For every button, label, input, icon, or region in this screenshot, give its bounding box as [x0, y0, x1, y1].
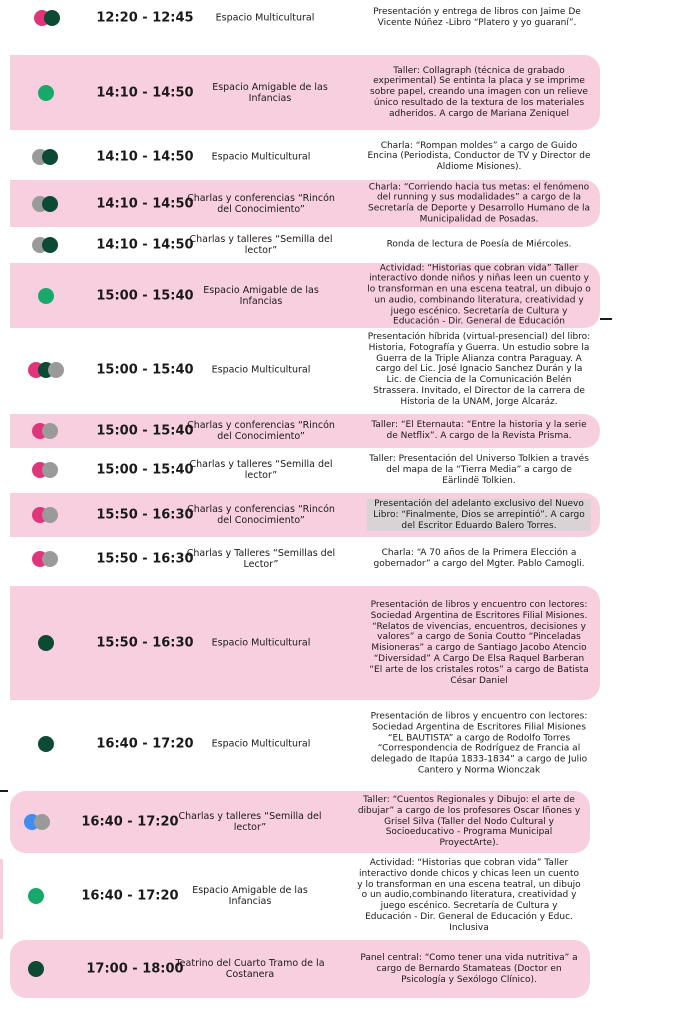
category-dot-icon: [38, 635, 54, 651]
venue-name: Espacio Amigable de las Infancias: [212, 81, 328, 104]
category-dot-icon: [38, 736, 54, 752]
time-slot: 15:50 - 16:30: [96, 635, 194, 651]
venue-name: Espacio Multicultural: [211, 151, 311, 162]
time-slot: 15:50 - 16:30: [96, 551, 194, 567]
schedule-row: [10, 180, 600, 227]
schedule-row: [10, 540, 600, 578]
category-dot-icon: [42, 196, 58, 212]
activity-description: Taller: Collagraph (técnica de grabado experimental) Se entinta la placa y se imprime sobre papel, creando una imagen con un relieve único resultado de la textura de los materiales adheridos. A cargo de Mariana Zeniquel: [370, 65, 588, 119]
time-slot: 15:50 - 16:30: [96, 507, 194, 523]
schedule-row: [10, 414, 600, 448]
venue-name: Espacio Multicultural: [211, 364, 311, 376]
schedule-row: [10, 452, 600, 488]
time-slot: 17:00 - 18:00: [86, 961, 184, 977]
category-dot-icon: [42, 551, 58, 567]
schedule-row: [10, 493, 600, 537]
activity-description: Actividad: “Historias que cobran vida” Taller interactivo donde niños y niñas leen un cuento y lo transforman en una escena teatral, un dibujo o un audio, combinando literatura, creatividad y juego escénico. Secretaría de Cultura y Educación - Dir. General de Educación: [367, 263, 591, 328]
category-dot-icon: [28, 888, 44, 904]
venue-name: Espacio Multicultural: [211, 738, 311, 750]
venue-name: Charlas y talleres “Semilla del lector”: [189, 234, 333, 256]
schedule-row: [10, 0, 600, 36]
category-dot-icon: [42, 423, 58, 439]
activity-description: Presentación del adelanto exclusivo del Nuevo Libro: “Finalmente, Dios se arrepintió”. A cargo del Escritor Eduardo Balero Torres.: [367, 499, 591, 531]
time-slot: 16:40 - 17:20: [81, 888, 179, 904]
schedule-row: [10, 586, 600, 700]
venue-name: Espacio Amigable de las Infancias: [203, 284, 319, 307]
category-dot-icon: [42, 507, 58, 523]
time-slot: 12:20 - 12:45: [96, 10, 194, 26]
schedule-row: [10, 940, 590, 998]
time-slot: 16:40 - 17:20: [96, 736, 194, 752]
venue-name: Espacio Multicultural: [211, 637, 311, 649]
time-slot: 16:40 - 17:20: [81, 814, 179, 830]
divider-mark: [0, 790, 8, 792]
time-slot: 15:00 - 15:40: [96, 362, 194, 378]
activity-description: Presentación de libros y encuentro con lectores: Sociedad Argentina de Escritores Filial Misiones “EL BAUTISTA” a cargo de Rodolfo Torres “Correspondencia de Rodríguez de Francia al delegado de Itapúa 1833-1834” a cargo de Julio Cantero y Norma Wionczak: [370, 711, 588, 776]
divider-mark: [600, 318, 612, 320]
activity-description: Taller: Presentación del Universo Tolkien a través del mapa de la “Tierra Media” a cargo de Eärlindë Tolkien.: [369, 453, 589, 486]
venue-name: Charlas y talleres “Semilla del lector”: [189, 459, 333, 481]
time-slot: 15:00 - 15:40: [96, 423, 194, 439]
schedule-row: [10, 55, 600, 130]
time-slot: 14:10 - 14:50: [96, 237, 194, 253]
schedule-row: [10, 230, 600, 260]
activity-description: Charla: “Corriendo hacia tus metas: el fenómeno del running y sus modalidades” a cargo de la Secretaría de Deporte y Desarrollo Humano de la Municipalidad de Posadas.: [367, 181, 590, 225]
venue-name: Teatrino del Cuarto Tramo de la Costanera: [175, 958, 325, 980]
venue-name: Charlas y talleres “Semilla del lector”: [178, 811, 322, 833]
venue-name: Espacio Amigable de las Infancias: [192, 885, 308, 907]
activity-description: Presentación híbrida (virtual-presencial) del libro: Historia, Fotografía y Guerra. Un estudio sobre la Guerra de la Triple Alianza contra Paraguay. A cargo del Lic. José Ignacio Sanchez Durán y la Lic. de Ciencia de la Comunicación Belén Strassera. Invitado, el Director de la carrera de Historia de la UNAM, Jorge Alcaráz.: [367, 332, 591, 407]
time-slot: 15:00 - 15:40: [96, 288, 194, 303]
category-dot-icon: [28, 961, 44, 977]
activity-description: Presentación y entrega de libros con Jaime De Vicente Núñez -Libro “Platero y yo guaraní”.: [373, 7, 581, 28]
venue-name: Charlas y conferencias “Rincón del Conocimiento”: [187, 504, 335, 526]
activity-description: Ronda de lectura de Poesía de Miércoles.: [386, 239, 572, 250]
venue-name: Espacio Multicultural: [215, 12, 315, 24]
activity-description: Presentación de libros y encuentro con lectores: Sociedad Argentina de Escritores Filial Misiones. “Relatos de vivencias, encuentros, decisiones y valores” a cargo de Sonia Coutto “Pinceladas Misioneras” a cargo de Santiago Jacobo Atencio “Diversidad” A Cargo De Elsa Raquel Barberan “El arte de los cristales rotos” a cargo de Batista César Daniel: [369, 599, 589, 686]
schedule-row: [10, 791, 590, 853]
time-slot: 15:00 - 15:40: [96, 462, 194, 478]
schedule-row: [10, 856, 590, 936]
activity-description: Charla: “A 70 años de la Primera Elección a gobernador” a cargo del Mgter. Pablo Camogli.: [373, 548, 585, 569]
time-slot: 14:10 - 14:50: [96, 149, 194, 164]
divider-mark: [0, 859, 3, 939]
activity-description: Taller: “Cuentos Regionales y Dibujo: el arte de dibujar” a cargo de los profesores Oscar Iñones y Grisel Silva (Taller del Nodo Cultural y Socioeducativo - Programa Municipal ProyectArte).: [357, 795, 581, 849]
schedule-row: [10, 330, 600, 410]
time-slot: 14:10 - 14:50: [96, 196, 194, 211]
schedule-row: [10, 138, 600, 175]
venue-name: Charlas y conferencias “Rincón del Conocimiento”: [187, 192, 335, 215]
activity-description: Panel central: “Como tener una vida nutritiva” a cargo de Bernardo Stamateas (Doctor en Psicología y Sexólogo Clínico).: [360, 952, 578, 985]
activity-description: Actividad: “Historias que cobran vida” Taller interactivo donde chicos y chicas leen un cuento y lo transforman en una escena teatral, un dibujo o un audio,combinando literatura, creatividad y juego escénico. Secretaría de Cultura y Educación - Dir. General de Educación y Educ. Inclusiva: [357, 858, 581, 933]
venue-name: Charlas y Talleres “Semillas del Lector”: [186, 548, 336, 570]
category-dot-icon: [44, 10, 60, 26]
schedule-row: [10, 263, 600, 328]
category-dot-icon: [38, 288, 54, 304]
venue-name: Charlas y conferencias “Rincón del Conocimiento”: [187, 420, 335, 442]
category-dot-icon: [42, 462, 58, 478]
time-slot: 14:10 - 14:50: [96, 85, 194, 100]
category-dot-icon: [42, 149, 58, 165]
schedule-row: [10, 704, 600, 784]
category-dot-icon: [38, 85, 54, 101]
category-dot-icon: [42, 237, 58, 253]
activity-description: Taller: “El Eternauta: “Entre la historia y la serie de Netflix”. A cargo de la Revista Prisma.: [371, 420, 587, 441]
activity-description: Charla: “Rompan moldes” a cargo de Guido Encina (Periodista, Conductor de TV y Director de Aldiome Misiones).: [367, 140, 591, 172]
